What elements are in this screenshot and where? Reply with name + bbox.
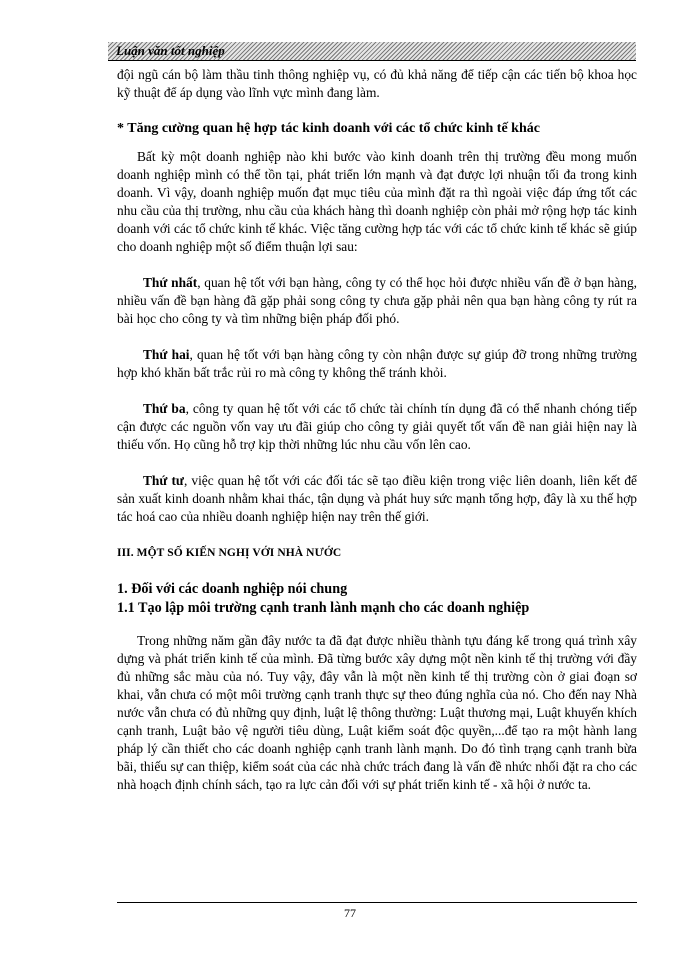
point-text: , quan hệ tốt với bạn hàng công ty còn nhận được sự giúp đỡ trong những trường hợp khó khăn bất trắc rủi ro mà công ty không thể tránh khỏi. [117,347,637,380]
point-lead: Thứ ba [143,401,186,416]
point-text: , việc quan hệ tốt với các đối tác sẽ tạo điều kiện trong việc liên doanh, liên kết để sản xuất kinh doanh nhằm khai thác, tận dụng và phát huy sức mạnh tổng hợp, đây là xu thế hợp tác hoá cao của nhiều doanh nghiệp hiện nay trên thế giới. [117,473,637,524]
point-third [117,400,637,454]
footer-rule [117,902,637,903]
paragraph-cooperation: Bất kỳ một doanh nghiệp nào khi bước vào kinh doanh trên thị trường đều mong muốn doanh nghiệp mình có thể tồn tại, phát triển lớn mạnh và đạt được lợi nhuận tối đa trong kinh doanh. Vì vậy, doanh nghiệp muốn đạt mục tiêu của mình đặt ra thì ngoài việc đáp ứng tốt các nhu cầu của thị trường, nhu cầu của khách hàng thì doanh nghiệp còn phải mở rộng hợp tác kinh doanh với các tổ chức kinh tế khác. Việc tăng cường hợp tác với các tổ chức kinh tế khác sẽ giúp cho doanh nghiệp một số điểm thuận lợi sau: [117,149,637,254]
page-number: 77 [344,906,356,920]
point-first [117,274,637,328]
page-body [117,66,637,794]
point-lead: Thứ nhất [143,275,198,290]
subheading-1-1: 1.1 Tạo lập môi trường cạnh tranh lành mạnh cho các doanh nghiệp [117,600,530,616]
point-lead: Thứ hai [143,347,190,362]
point-second [117,346,637,382]
section-title: III. MỘT SỐ KIẾN NGHỊ VỚI NHÀ NƯỚC [117,547,342,559]
point-text: , quan hệ tốt với bạn hàng, công ty có thể học hỏi được nhiều vấn đề ở bạn hàng, nhiều vấn đề bạn hàng đã gặp phải song công ty chưa gặp phải nên qua bạn hàng công ty rút ra bài học cho công ty và tìm những biện pháp đối phó. [117,275,637,326]
point-fourth [117,472,637,526]
intro-paragraph: đội ngũ cán bộ làm thầu tinh thông nghiệp vụ, có đủ khả năng để tiếp cận các tiến bộ khoa học kỹ thuật để áp dụng vào lĩnh vực mình đang làm. [117,67,637,100]
paragraph-final: Trong những năm gần đây nước ta đã đạt được nhiều thành tựu đáng kể trong quá trình xây dựng và phát triển kinh tế của mình. Đã từng bước xây dựng một nền kinh tế thị trường với đầy đủ những sắc màu của nó. Tuy vậy, đây vẫn là một nền kinh tế thị trường còn ở giai đoạn sơ khai, vẫn chưa có một môi trường cạnh tranh thực sự theo đúng nghĩa của nó. Cho đến nay Nhà nước vẫn chưa có đủ những quy định, luật lệ thông thường: Luật thương mại, Luật khuyến khích cạnh tranh, Luật bảo vệ người tiêu dùng, Luật kiểm soát độc quyền,...để tạo ra một hành lang pháp lý cần thiết cho các doanh nghiệp cạnh tranh lành mạnh. Do đó tình trạng cạnh tranh bừa bãi, thiếu sự can thiệp, kiểm soát của các nhà chức trách đang là vấn đề nhức nhối đặt ra cho các nhà hoạch định chính sách, tạo ra lực cản đối với sự phát triển kinh tế - xã hội ở nước ta. [117,633,637,792]
point-text: , công ty quan hệ tốt với các tổ chức tài chính tín dụng đã có thể nhanh chóng tiếp cận được các nguồn vốn vay ưu đãi giúp cho công ty giải quyết tốt vấn đề nan giải hiện nay là thiếu vốn. Họ cũng hỗ trợ kịp thời những lúc nhu cầu vốn lên cao. [117,401,637,452]
header-band [108,42,636,61]
point-lead: Thứ tư [143,473,184,488]
header-title: Luận văn tốt nghiệp [116,43,225,58]
heading-cooperation: * Tăng cường quan hệ hợp tác kinh doanh với các tổ chức kinh tế khác [117,121,540,136]
subheading-1: 1. Đối với các doanh nghiệp nói chung [117,581,348,597]
